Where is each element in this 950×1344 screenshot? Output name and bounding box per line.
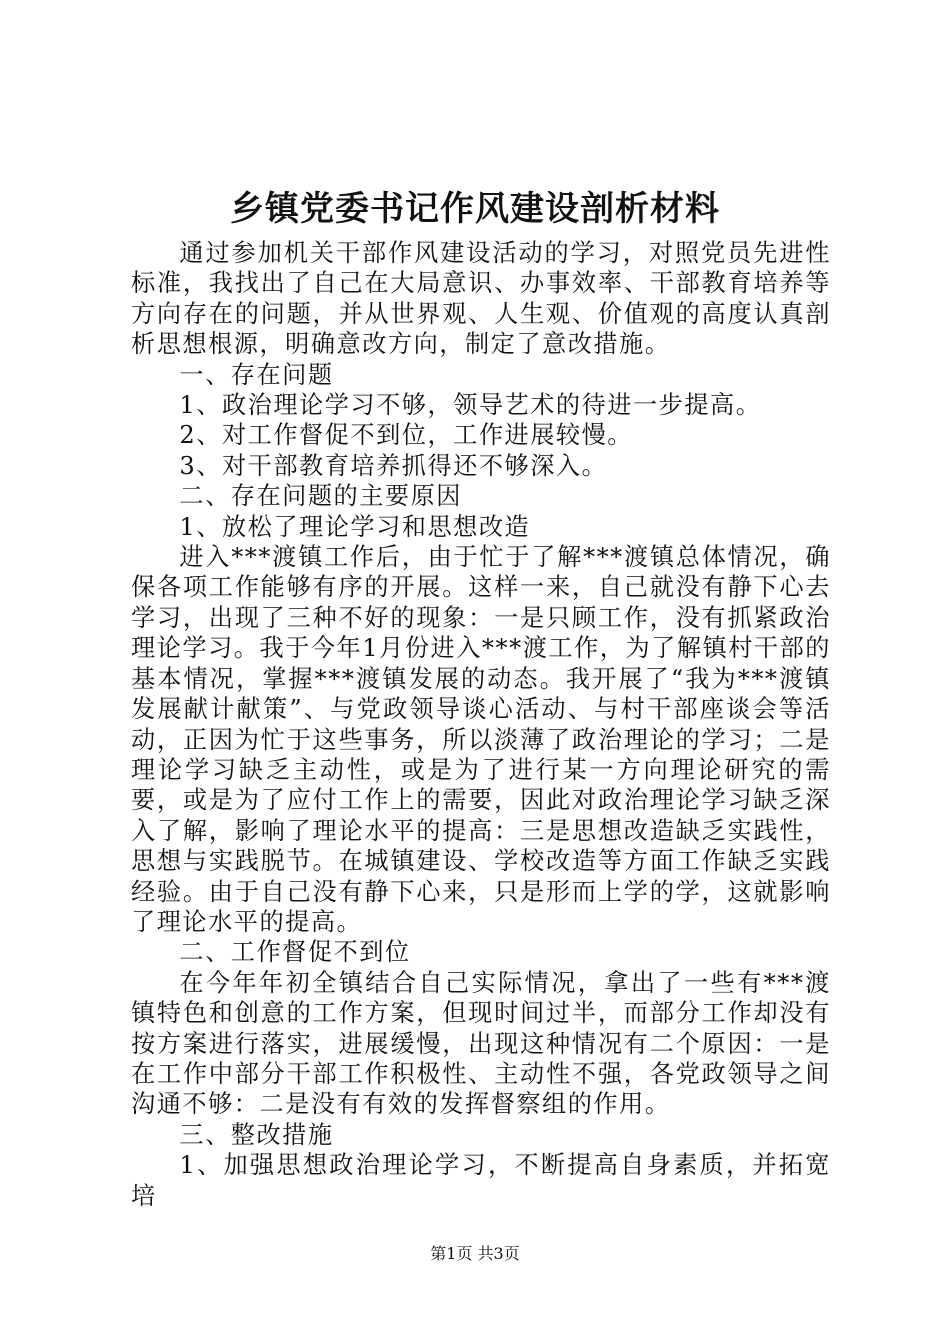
page-footer: 第1页 共3页 [430, 1244, 520, 1263]
document-body [131, 238, 831, 1211]
section-heading: 一、存在问题 [179, 360, 334, 389]
document-title: 乡镇党委书记作风建设剖析材料 [230, 189, 720, 229]
paragraph: 在今年年初全镇结合自己实际情况，拿出了一些有***渡镇特色和创意的工作方案，但现时间过半，而部分工作却没有按方案进行落实，进展缓慢，出现这种情况有二个原因：一是在工作中部分干部工作积极性、主动性不强，各党政领导之间沟通不够：二是没有有效的发挥督察组的作用。 [131, 968, 831, 1119]
paragraph: 进入***渡镇工作后，由于忙于了解***渡镇总体情况，确保各项工作能够有序的开展。这样一来，自己就没有静下心去学习，出现了三种不好的现象：一是只顾工作，没有抓紧政治理论学习。我于今年1月份进入***渡工作，为了解镇村干部的基本情况，掌握***渡镇发展的动态。我开展了“我为***渡镇发展献计献策”、与党政领导谈心活动、与村干部座谈会等活动，正因为忙于这些事务，所以淡薄了政治理论的学习；二是理论学习缺乏主动性，或是为了进行某一方向理论研究的需要，或是为了应付工作上的需要，因此对政治理论学习缺乏深入了解，影响了理论水平的提高：三是思想改造缺乏实践性，思想与实践脱节。在城镇建设、学校改造等方面工作缺乏实践经验。由于自己没有静下心来，只是形而上学的学，这就影响了理论水平的提高。 [131, 543, 831, 936]
paragraph: 通过参加机关干部作风建设活动的学习，对照党员先进性标准，我找出了自己在大局意识、办事效率、干部教育培养等方向存在的问题，并从世界观、人生观、价值观的高度认真剖析思想根源，明确意改方向，制定了意改措施。 [131, 239, 831, 359]
section-heading: 二、工作督促不到位 [179, 938, 411, 967]
section-heading: 二、存在问题的主要原因 [179, 482, 462, 511]
subsection-heading: 1、放松了理论学习和思想改造 [179, 512, 531, 541]
list-item: 2、对工作督促不到位，工作进展较慢。 [179, 421, 633, 450]
list-item: 1、政治理论学习不够，领导艺术的待进一步提高。 [179, 391, 762, 420]
paragraph: 1、加强思想政治理论学习，不断提高自身素质，并拓宽培 [131, 1151, 831, 1210]
list-item: 3、对干部教育培养抓得还不够深入。 [179, 451, 608, 480]
section-heading: 三、整改措施 [179, 1120, 334, 1149]
